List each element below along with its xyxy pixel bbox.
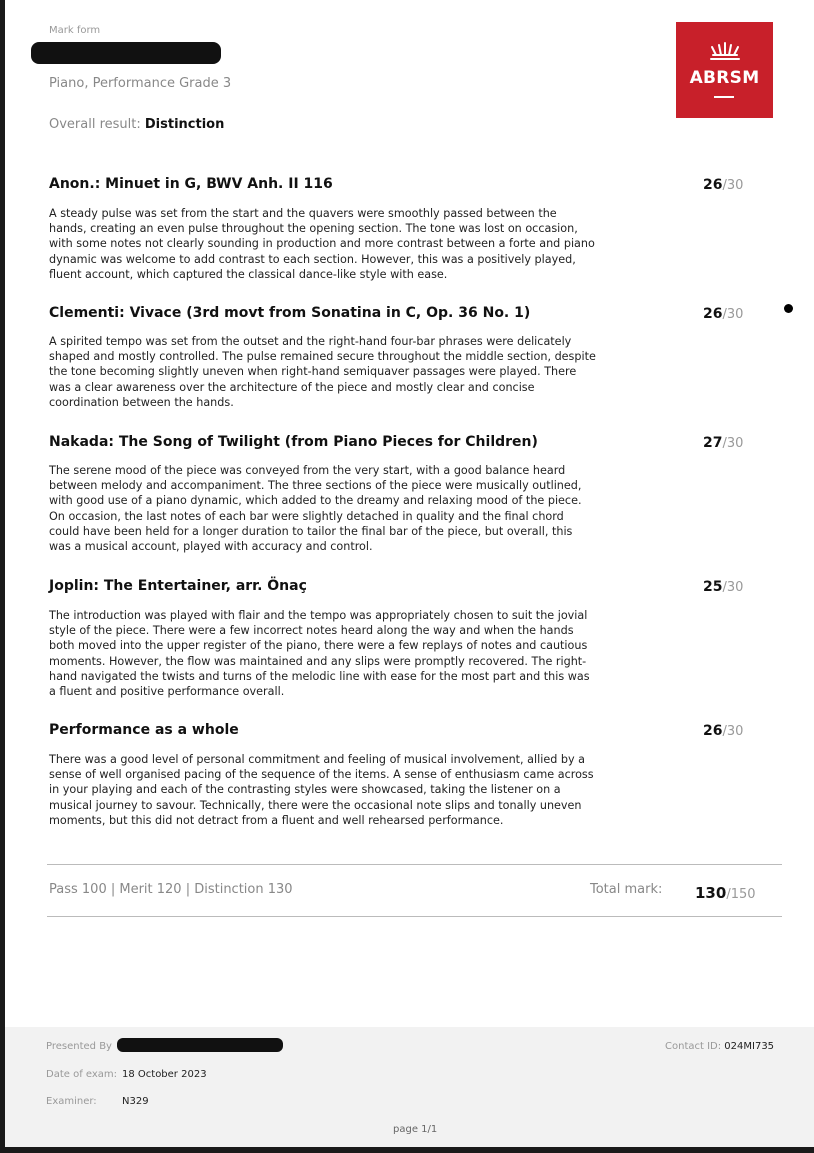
mark-form-page bbox=[5, 0, 814, 1147]
total-mark-max: /150 bbox=[726, 887, 756, 902]
date-label: Date of exam: bbox=[46, 1069, 118, 1080]
contact-id bbox=[665, 1041, 774, 1052]
abrsm-wordmark: ABRSM bbox=[689, 68, 760, 88]
piece-comment: A spirited tempo was set from the outset and the right-hand four-bar phrases were delicately shaped and mostly controlled. The pulse remained secure throughout the middle section, despite the tone becoming slightly uneven when right-hand semiquaver passages were played. There was a clear awareness over the architecture of the piece and mostly clear and concise coordination between the hands. bbox=[49, 335, 596, 409]
piece-score-max: /30 bbox=[722, 724, 744, 739]
overall-result-label: Overall result: bbox=[49, 117, 141, 132]
piece-title: Performance as a whole bbox=[49, 722, 239, 738]
redacted-presenter bbox=[117, 1038, 283, 1052]
total-mark-value: 130 bbox=[695, 884, 727, 902]
piece-title: Anon.: Minuet in G, BWV Anh. II 116 bbox=[49, 176, 333, 192]
piece-score-value: 26 bbox=[703, 306, 723, 322]
piece-score-max: /30 bbox=[722, 307, 744, 322]
piece-comment: A steady pulse was set from the start and the quavers were smoothly passed between the hands, creating an even pulse throughout the opening section. The tone was lost on occasion, with some notes not clearly sounding in production and more contrast between a forte and piano dynamic was welcome to add contrast to each section. However, this was a positively played, fluent account, which captured the classical dance-like style with ease. bbox=[49, 207, 595, 281]
piece-score bbox=[703, 579, 743, 595]
divider-top bbox=[47, 864, 782, 865]
piece-score-max: /30 bbox=[722, 436, 744, 451]
examiner-value: N329 bbox=[122, 1096, 149, 1107]
piece-score-value: 26 bbox=[703, 177, 723, 193]
footer bbox=[5, 1027, 814, 1147]
total-mark bbox=[695, 884, 756, 902]
grade-thresholds: Pass 100 | Merit 120 | Distinction 130 bbox=[49, 882, 293, 897]
piece-score-value: 27 bbox=[703, 435, 723, 451]
logo-underline bbox=[714, 96, 734, 98]
divider-bottom bbox=[47, 916, 782, 917]
contact-id-label: Contact ID: bbox=[665, 1041, 722, 1052]
overall-result-value: Distinction bbox=[144, 117, 225, 132]
mark-form-label: Mark form bbox=[49, 25, 101, 36]
overall-result bbox=[49, 117, 224, 132]
piece-title: Clementi: Vivace (3rd movt from Sonatina in C, Op. 36 No. 1) bbox=[49, 305, 531, 321]
total-mark-label: Total mark: bbox=[590, 882, 663, 897]
piece-title: Nakada: The Song of Twilight (from Piano Pieces for Children) bbox=[49, 434, 538, 450]
piece-comment: The serene mood of the piece was conveyed from the very start, with a good balance heard between melody and accompaniment. The three sections of the piece were musically outlined, with good use of a piano dynamic, which added to the dreamy and relaxing mood of the piece. On occasion, the last notes of each bar were slightly detached in quality and the final chord could have been held for a longer duration to tailor the final bar of the piece, but overall, this was a musical account, played with accuracy and control. bbox=[49, 464, 582, 554]
piece-score-max: /30 bbox=[722, 178, 744, 193]
piece-score bbox=[703, 435, 743, 451]
crown-icon bbox=[707, 41, 743, 63]
piece-score bbox=[703, 177, 743, 193]
page-number: page 1/1 bbox=[393, 1124, 438, 1135]
examiner-label: Examiner: bbox=[46, 1096, 97, 1107]
piece-score-max: /30 bbox=[722, 580, 744, 595]
stray-dot bbox=[784, 304, 793, 313]
piece-title: Joplin: The Entertainer, arr. Önaç bbox=[49, 578, 307, 594]
presented-by-label: Presented By bbox=[46, 1041, 112, 1052]
piece-score bbox=[703, 723, 743, 739]
piece-comment: There was a good level of personal commitment and feeling of musical involvement, allied by a sense of well organised pacing of the sequence of the items. A sense of enthusiasm came across in your playing and each of the contrasting styles were showcased, taking the listener on a musical journey to savour. Technically, there were the occasional note slips and tonally uneven moments, but this did not detract from a fluent and well rehearsed performance. bbox=[49, 753, 594, 827]
abrsm-logo bbox=[676, 22, 773, 118]
contact-id-value: 024MI735 bbox=[724, 1041, 775, 1052]
date-value: 18 October 2023 bbox=[122, 1069, 207, 1080]
piece-score-value: 25 bbox=[703, 579, 723, 595]
piece-score bbox=[703, 306, 743, 322]
piece-comment: The introduction was played with flair and the tempo was appropriately chosen to suit the jovial style of the piece. There were a few incorrect notes heard along the way and when the hands both moved into the upper register of the piano, there were a few replays of notes and cautious moments. However, the flow was maintained and any slips were promptly recovered. The right-hand navigated the twists and turns of the melodic line with ease for the most part and this was a fluent and positive performance overall. bbox=[49, 609, 590, 699]
grade-label: Piano, Performance Grade 3 bbox=[49, 76, 232, 91]
piece-score-value: 26 bbox=[703, 723, 723, 739]
redacted-candidate-name bbox=[31, 42, 221, 64]
